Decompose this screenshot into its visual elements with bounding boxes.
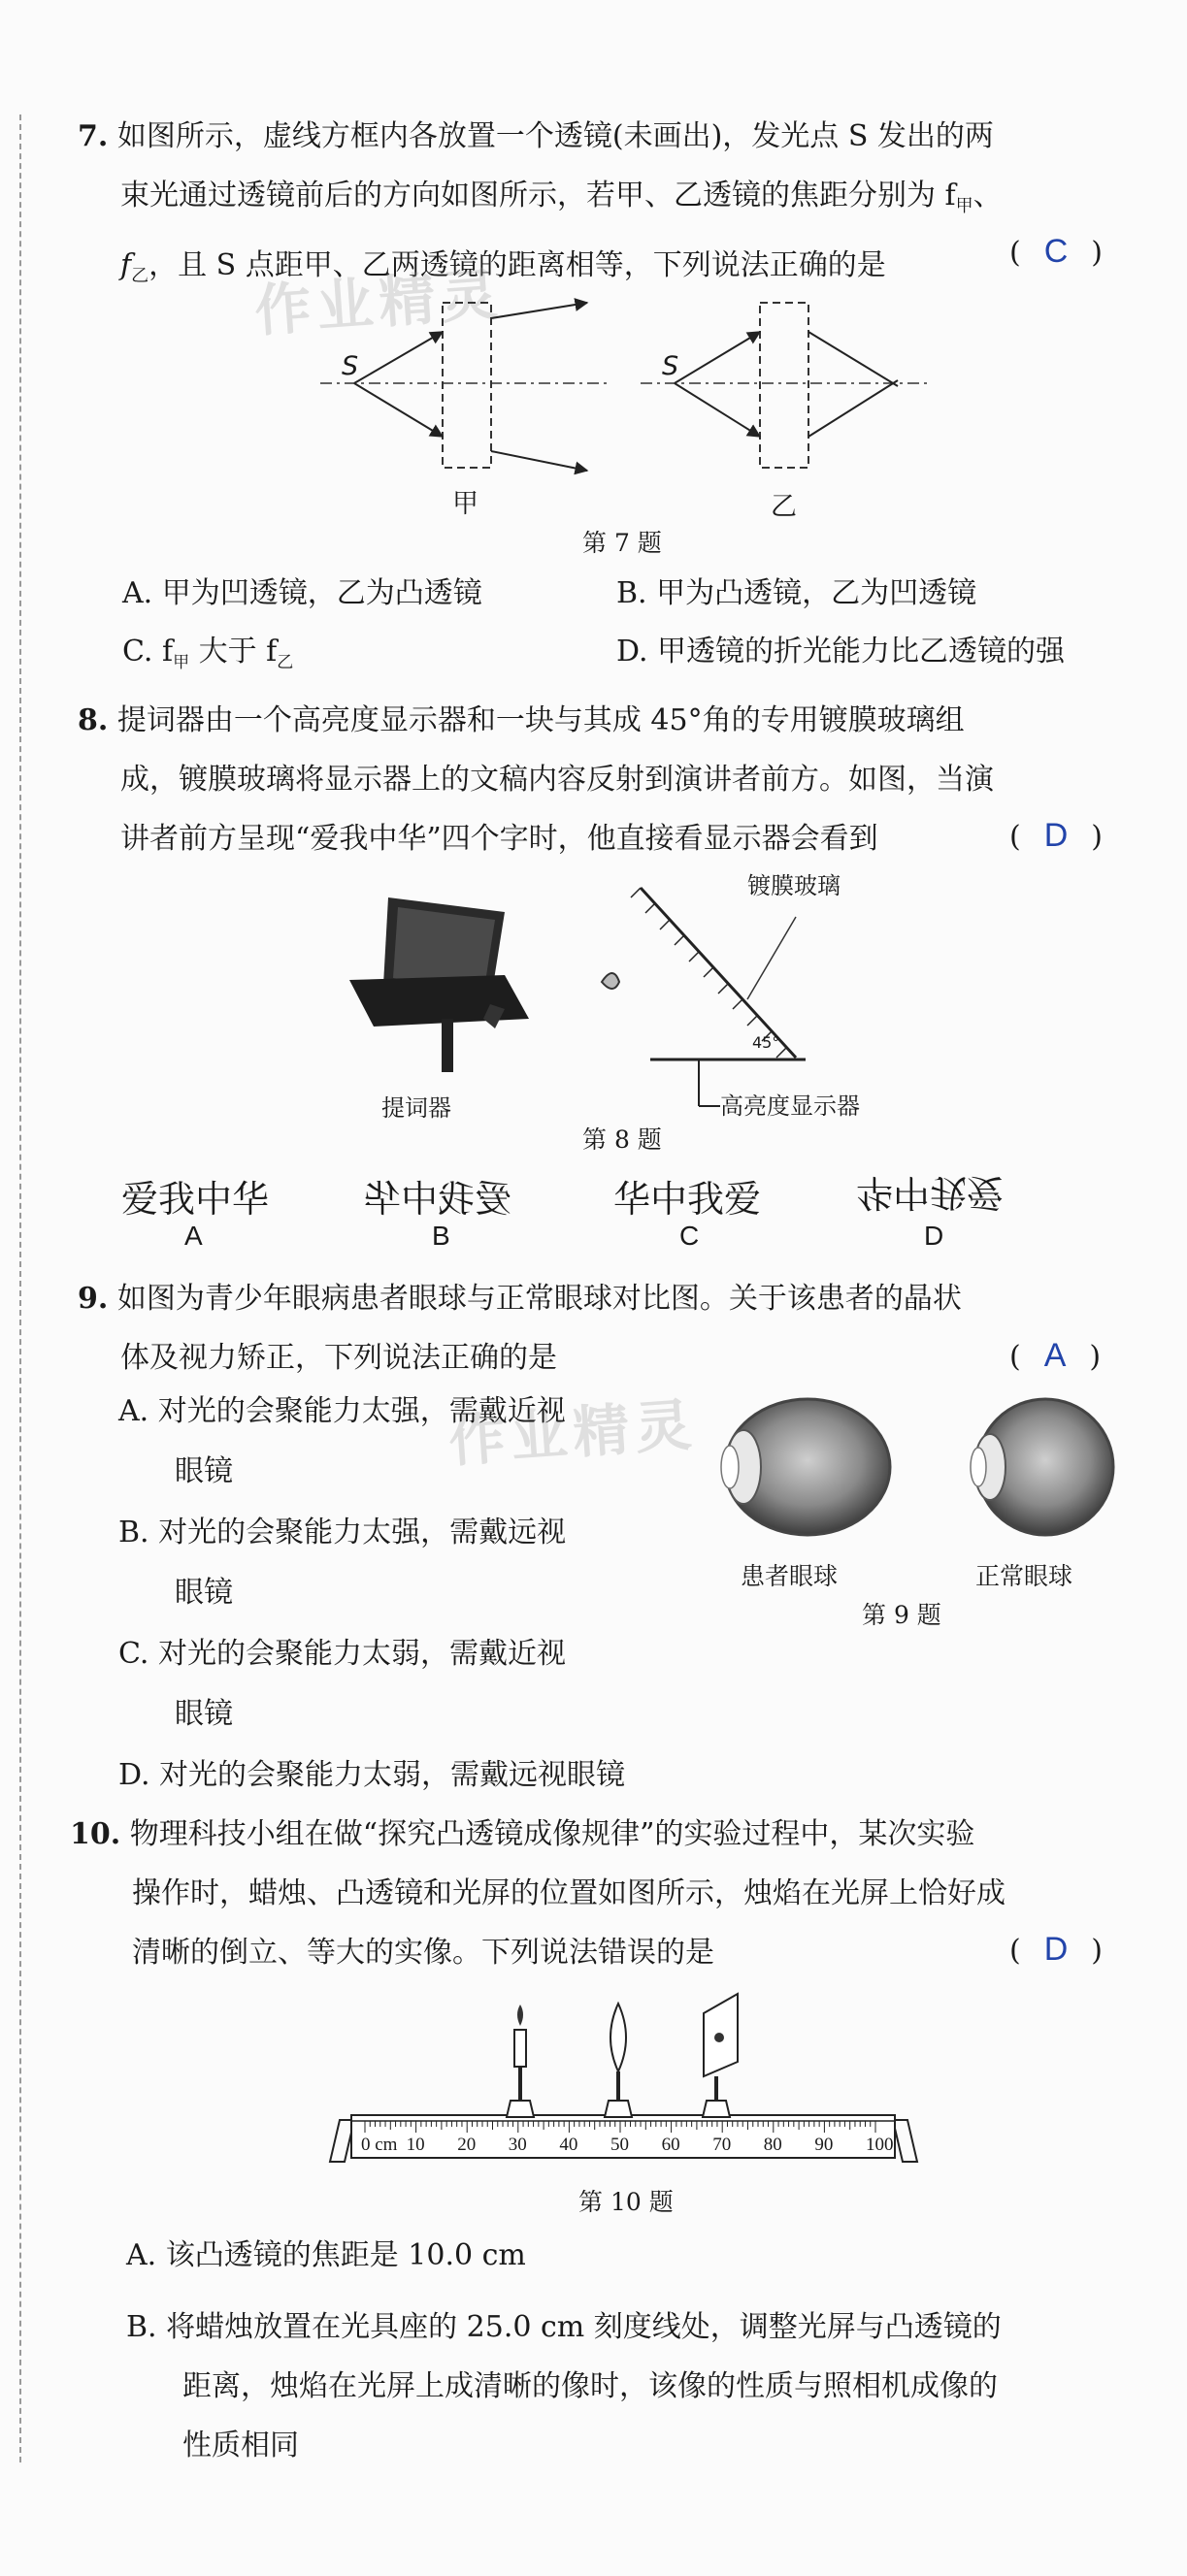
q8-choice-a: 爱我中华 [121,1178,270,1221]
q9-option-c-line1: C. 对光的会聚能力太弱，需戴近视 [118,1637,566,1671]
ruler-tick-label: 70 [712,2135,732,2155]
q10-option-b [126,2298,1002,2475]
light-screen [703,1994,738,2117]
q8-letter-a: A [184,1221,203,1251]
q9-label-patient: 患者眼球 [741,1562,839,1590]
q7-line2-end: 、 [973,179,1003,212]
q8-label-display: 高亮度显示器 [720,1092,860,1120]
q9-answer: A [1043,1337,1067,1374]
q10-option-a: A. 该凸透镜的焦距是 10.0 cm [126,2238,526,2272]
q7-label-yi: 乙 [771,492,797,522]
bench-right-leg [893,2120,917,2162]
q8-letter-c: C [679,1221,700,1251]
q7-option-c-mid: 大于 f [189,635,278,668]
q7-label-s2: S [662,351,679,381]
ruler-tick-label: 20 [457,2135,477,2155]
q9-option-b-line1: B. 对光的会聚能力太强，需戴远视 [118,1516,567,1549]
q10-option-b-line2: 距离，烛焰在光屏上成清晰的像时，该像的性质与照相机成像的 [182,2369,998,2403]
q9-option-a-line2: 眼镜 [175,1454,233,1488]
q7-sub-yi: 乙 [131,266,149,286]
q9-number: 9. [78,1282,109,1316]
q10-number: 10. [70,1817,121,1851]
q9-text-1: 如图为青少年眼病患者眼球与正常眼球对比图。关于该患者的晶状 [116,1282,962,1316]
q7-sub-jia: 甲 [955,196,973,216]
q7-option-c-sub1: 甲 [173,653,190,672]
q8-label-glass: 镀膜玻璃 [747,872,841,899]
q8-answer-bracket: ( D ) [1009,817,1103,854]
q7-option-c-sub2: 乙 [277,653,294,672]
q10-answer: D [1043,1931,1069,1968]
q10-line-2: 操作时，蜡烛、凸透镜和光屏的位置如图所示，烛焰在光屏上恰好成 [132,1876,1006,1910]
q8-letter-d: D [924,1221,944,1251]
ruler-tick-label: 90 [814,2135,834,2155]
ruler-tick-label: 100 [866,2135,894,2155]
q10-caption: 第 10 题 [578,2188,674,2216]
q9-option-d: D. 对光的会聚能力太弱，需戴远视眼镜 [118,1758,626,1792]
q7-text-2: 束光通过透镜前后的方向如图所示，若甲、乙透镜的焦距分别为 f [120,179,956,212]
q8-label-device: 提词器 [381,1094,451,1122]
ruler-tick-label: 60 [661,2135,680,2155]
q10-answer-bracket: ( D ) [1009,1931,1103,1968]
ruler-tick-label: 40 [559,2135,578,2155]
q10-option-b-line1: B. 将蜡烛放置在光具座的 25.0 cm 刻度线处，调整光屏与凸透镜的 [126,2310,1002,2344]
q7-option-b: B. 甲为凸透镜，乙为凹透镜 [616,576,977,610]
q7-number: 7. [78,119,109,153]
q7-f-symbol: f [120,248,132,282]
q8-text-1: 提词器由一个高亮度显示器和一块与其成 45°角的专用镀膜玻璃组 [116,703,965,737]
ruler-tick-label: 80 [763,2135,782,2155]
q8-choice-b: 爱我中华 [364,1178,512,1221]
q8-choice-d: 华中我爱 [856,1171,1005,1214]
q7-text-1: 如图所示，虚线方框内各放置一个透镜(未画出)，发光点 S 发出的两 [116,119,994,153]
q10-text-1: 物理科技小组在做“探究凸透镜成像规律”的实验过程中，某次实验 [129,1817,975,1851]
q8-line-3: 讲者前方呈现“爱我中华”四个字时，他直接看显示器会看到 [120,822,878,856]
ruler-tick-label: 30 [508,2135,527,2155]
q8-letter-b: B [432,1221,450,1251]
q9-option-c-line2: 眼镜 [175,1697,233,1731]
q8-number: 8. [78,703,109,737]
q9-answer-bracket: ( A ) [1009,1337,1102,1374]
candle [507,2005,534,2117]
q10-option-b-line3: 性质相同 [182,2429,299,2462]
convex-lens [605,2004,632,2117]
q8-label-angle: 45° [752,1033,780,1052]
q9-label-normal: 正常眼球 [975,1562,1073,1590]
q10-line-3: 清晰的倒立、等大的实像。下列说法错误的是 [132,1936,714,1970]
q7-label-s1: S [342,351,359,381]
q7-label-jia: 甲 [452,489,478,519]
ruler-tick-label: 0 cm [361,2135,398,2155]
q7-answer-bracket: ( C ) [1009,233,1103,270]
q8-caption: 第 8 题 [582,1125,662,1154]
watermark-1: 作业精灵 [252,261,506,344]
q7-text-3: ，且 S 点距甲、乙两透镜的距离相等，下列说法正确的是 [148,248,886,282]
q9-caption: 第 9 题 [862,1601,941,1629]
q8-choice-c: 华中我爱 [613,1178,762,1221]
q9-line-2: 体及视力矫正，下列说法正确的是 [120,1341,557,1375]
q7-answer: C [1043,233,1069,270]
q8-line-2: 成，镀膜玻璃将显示器上的文稿内容反射到演讲者前方。如图，当演 [120,763,994,797]
q8-answer: D [1043,817,1069,854]
q7-caption: 第 7 题 [582,529,662,557]
q9-option-b-line2: 眼镜 [175,1576,233,1610]
ruler-tick-label: 50 [610,2135,629,2155]
q7-option-a: A. 甲为凹透镜，乙为凸透镜 [122,576,482,610]
q9-option-a-line1: A. 对光的会聚能力太强，需戴近视 [118,1394,566,1428]
q7-option-c-prefix: C. f [122,635,174,668]
ruler-tick-label: 10 [406,2135,425,2155]
q7-option-d: D. 甲透镜的折光能力比乙透镜的强 [616,635,1066,668]
watermark-2: 作业精灵 [446,1391,700,1475]
